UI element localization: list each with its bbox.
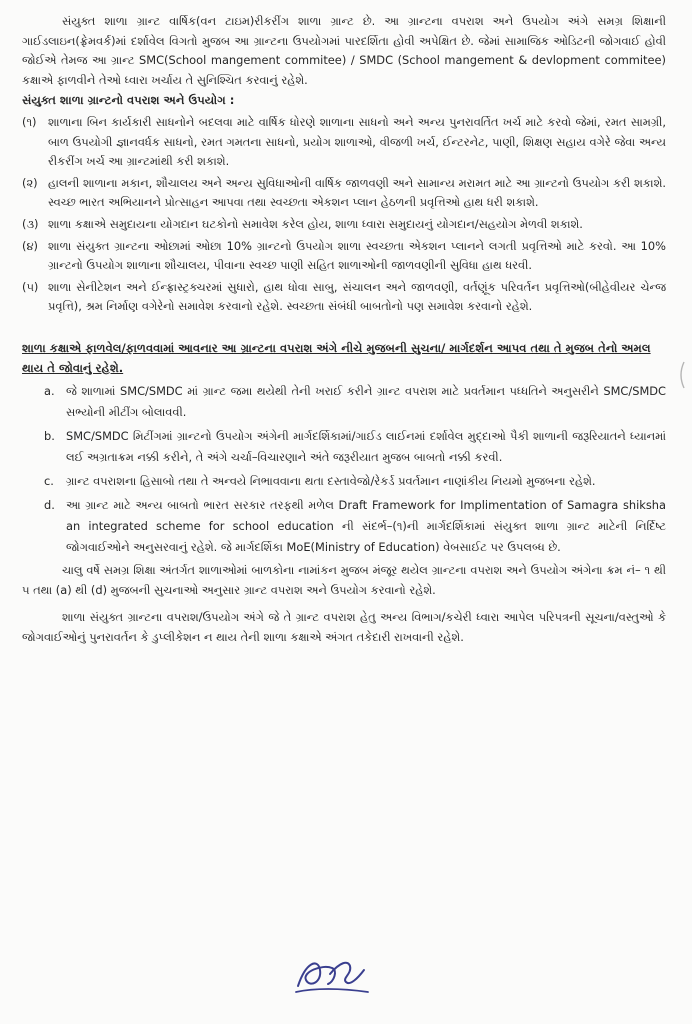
list-item-text: શાળા સેનીટેશન અને ઈન્ફ્રાસ્ટ્રક્ચરમાં સુધારો, હાથ ધોવા સાબુ, સંચાલન અને જાળવણી, વર્તણૂંક પરિવર્તન પ્રવૃત્તિઓ(બીહેવીયર ચેન્જ પ્રવૃત્તિ), શ્રમ નિર્માણ વગેરેનો સમાવેશ કરવાનો રહેશે. સ્વચ્છતા સંબંધી બાબતોનો પણ સમાવેશ કરવાનો રહેશે. xyxy=(48,279,666,314)
list-item-marker: (૨) xyxy=(22,175,38,190)
list-item-marker: (૩) xyxy=(22,216,39,231)
list-item xyxy=(22,426,666,468)
closing-paragraph: શાળા સંયુક્ત ગ્રાન્ટના વપરાશ/ઉપયોગ અંગે જે તે ગ્રાન્ટ વપરાશ હેતુ અન્ય વિભાગ/કચેરી ધ્વારા આપેલ પરિપત્રની સૂચના/વસ્તુઓ કે જોગવાઈઓનું પુનરાવર્તન કે ડુપ્લીકેશન ન થાય તેની શાળા કક્ષાએ અંગત તકેદારી રાખવાની રહેશે. xyxy=(22,610,666,644)
list-item-text: શાળા સંયુક્ત ગ્રાન્ટના ઓછામાં ઓછા 10% ગ્રાન્ટનો ઉપયોગ શાળા સ્વચ્છતા એકશન પ્લાનને લગતી પ્રવૃત્તિઓ માટે કરવો. આ 10% ગ્રાન્ટનો ઉપયોગ શાળાના શૌચાલય, પીવાના સ્વચ્છ પાણી સહિત શાળાઓની જાળવણીની સુવિધા હાથ ધરવી. xyxy=(48,238,666,273)
list-item-marker: (૫) xyxy=(22,279,39,294)
list-item-text: આ ગ્રાન્ટ માટે અન્ય બાબતો ભારત સરકાર તરફથી મળેલ Draft Framework for Implimentation of Samagra shiksha an integrated scheme for school education ની સંદર્ભ–(૧)ની માર્ગદર્શિકામાં સંયુક્ત શાળા ગ્રાન્ટ માટેની નિર્દિષ્ટ જોગવાઈઓને અનુસરવાનું રહેશે. જે માર્ગદર્શિકા MoE(Ministry of Education) વેબસાઈટ પર ઉપલબ્ધ છે. xyxy=(66,498,666,555)
signature xyxy=(292,952,372,1000)
list-item xyxy=(22,495,666,558)
alpha-list xyxy=(22,381,666,558)
list-item-marker: a. xyxy=(44,384,55,399)
list-item-text: જે શાળામાં SMC/SMDC માં ગ્રાન્ટ જમા થયેથી તેની ખરાઈ કરીને ગ્રાન્ટ વપરાશ માટે પ્રવર્તમાન પધ્ધતિને અનુસરીને SMC/SMDC સભ્યોની મીટીંગ બોલાવવી. xyxy=(66,384,666,420)
list-item-text: હાલની શાળાના મકાન, શૌચાલય અને અન્ય સુવિધાઓની વાર્ષિક જાળવણી અને સામાન્ય મરામત માટે આ ગ્રાન્ટનો ઉપયોગ કરી શકાશે. સ્વચ્છ ભારત અભિયાનને પ્રોત્સાહન આપવા તથા સ્વચ્છતા એકશન પ્લાન હેઠળની પ્રવૃત્તિઓ હાથ ધરી શકાશે. xyxy=(48,175,666,210)
intro-paragraph: સંયુક્ત શાળા ગ્રાન્ટ વાર્ષિક(વન ટાઇમ)રીકરીંગ શાળા ગ્રાન્ટ છે. આ ગ્રાન્ટના વપરાશ અને ઉપયોગ અંગે સમગ્ર શિક્ષાની ગાઈડલાઇન(ફ્રેમવર્ક)માં દર્શાવેલ વિગતો મુજબ આ ગ્રાન્ટના ઉપયોગમાં પારદર્શિતા હોવી અપેક્ષિત છે. જેમાં સામાજિક ઓડિટની જોગવાઈ હોવી જોઈએ તેમજ આ ગ્રાન્ટ SMC(School mangement commitee) / SMDC (School mangement & devlopment commitee) કક્ષાએ ફાળવીને તેઓ ધ્વારા ખર્ચાય તે સુનિશ્ચિત કરવાનું રહેશે. xyxy=(22,14,666,87)
list-item xyxy=(22,174,666,213)
binding-hole-mark xyxy=(676,360,686,390)
list-item-text: SMC/SMDC મિટીંગમાં ગ્રાન્ટનો ઉપયોગ અંગેની માર્ગદર્શિકામાં/ગાઈડ લાઈનમાં દર્શાવેલ મુદ્દાઓ પૈકી શાળાની જરૂરિયાતને ધ્યાનમાં લઈ અગ્રતાક્રમ નક્કી કરીને, તે અંગે ચર્ચા–વિચારણાને અંતે જરૂરીયાત મુજબ બાબતો નક્કી કરવી. xyxy=(66,429,666,465)
current-year-paragraph: ચાલુ વર્ષે સમગ્ર શિક્ષા અંતર્ગત શાળાઓમાં બાળકોના નામાંકન મુજબ મંજૂર થયેલ ગ્રાન્ટના વપરાશ અને ઉપયોગ અંગેના ક્રમ નં– ૧ થી ૫ તથા (a) થી (d) મુજબની સુચનાઓ અનુસાર ગ્રાન્ટ વપરાશ અને ઉપયોગ કરવાનો રહેશે. xyxy=(22,563,666,597)
list-item-marker: (૪) xyxy=(22,238,38,253)
section2-heading: શાળા કક્ષાએ ફાળવેલ/ફાળવવામાં આવનાર આ ગ્રાન્ટના વપરાશ અંગે નીચે મુજબની સુચના/ માર્ગદર્શન આપવ તથા તે મુજબ તેનો અમલ થાય તે જોવાનું રહેશે. xyxy=(22,340,651,375)
list-item-marker: (૧) xyxy=(22,114,37,129)
list-item-marker: c. xyxy=(44,474,54,489)
list-item xyxy=(22,381,666,423)
list-item-text: શાળાના બિન કાર્યકારી સાધનોને બદલવા માટે વાર્ષિક ધોરણે શાળાના સાધનો અને અન્ય પુનરાવર્તિત ખર્ચ માટે કરવો જેમાં, રમત સામગ્રી, બાળ ઉપયોગી જ્ઞાનવર્ધક સાધનો, રમત ગમતના સાધનો, પ્રયોગ શાળાઓ, વીજળી ખર્ચ, ઈન્ટરનેટ, પાણી, શિક્ષણ સહાય વગેરે જેવા અન્ય રીકરીંગ ખર્ચ આ ગ્રાન્ટમાંથી કરી શકાશે. xyxy=(48,114,666,169)
list-item xyxy=(22,237,666,276)
list-item-marker: d. xyxy=(44,498,55,513)
list-item xyxy=(22,215,666,235)
list-item xyxy=(22,278,666,317)
section1-heading: સંયુક્ત શાળા ગ્રાન્ટનો વપરાશ અને ઉપયોગ : xyxy=(22,93,235,108)
list-item xyxy=(22,113,666,172)
list-item-text: ગ્રાન્ટ વપરાશના હિસાબો તથા તે અન્વયે નિભાવવાના થતા દસ્તાવેજો/રેકર્ડ પ્રવર્તમાન નાણાંકીય નિયમો મુજબના રહેશે. xyxy=(66,474,596,489)
list-item xyxy=(22,471,666,492)
list-item-marker: b. xyxy=(44,429,55,444)
numbered-list xyxy=(22,113,666,317)
list-item-text: શાળા કક્ષાએ સમુદાયના યોગદાન ઘટકોનો સમાવેશ કરેલ હોય, શાળા ધ્વારા સમુદાયનું યોગદાન/સહયોગ મેળવી શકાશે. xyxy=(48,216,583,231)
